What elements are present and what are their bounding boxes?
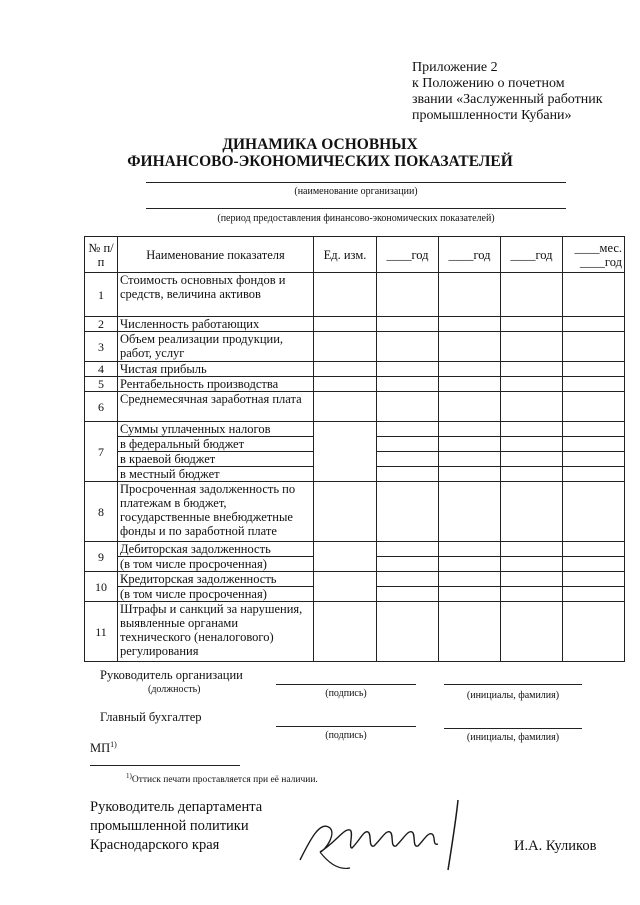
header-num: № п/п	[85, 237, 118, 273]
stamp-footnote-mark: 1)	[110, 740, 117, 749]
cell-value	[439, 467, 501, 482]
cell-value	[377, 542, 439, 557]
cell-value	[377, 482, 439, 542]
cell-value	[377, 437, 439, 452]
row-indicator: Объем реализации продукции, работ, услуг	[118, 332, 314, 362]
table-row	[85, 572, 625, 587]
position-caption: (должность)	[148, 684, 201, 695]
cell-value	[563, 602, 625, 662]
row-indicator: Кредиторская задолженность	[118, 572, 314, 587]
row-number: 11	[85, 602, 118, 662]
cell-value	[501, 557, 563, 572]
header-year-3: ____год	[501, 237, 563, 273]
period-line	[146, 208, 566, 209]
initials-line	[444, 728, 582, 729]
cell-value	[563, 587, 625, 602]
row-indicator: в краевой бюджет	[118, 452, 314, 467]
signature-line	[276, 684, 416, 685]
cell-unit	[314, 273, 377, 317]
handwritten-signature	[290, 790, 480, 875]
cell-value	[439, 557, 501, 572]
cell-value	[563, 557, 625, 572]
row-indicator: Среднемесячная заработная плата	[118, 392, 314, 422]
row-indicator: (в том числе просроченная)	[118, 587, 314, 602]
header-year-2: ____год	[439, 237, 501, 273]
cell-value	[501, 542, 563, 557]
department-line: Краснодарского края	[90, 837, 220, 853]
cell-value	[439, 542, 501, 557]
cell-value	[439, 422, 501, 437]
row-indicator: в федеральный бюджет	[118, 437, 314, 452]
stamp-label	[90, 740, 117, 756]
row-indicator: Численность работающих	[118, 317, 314, 332]
cell-value	[501, 572, 563, 587]
table-row	[85, 317, 625, 332]
cell-value	[439, 602, 501, 662]
cell-value	[501, 452, 563, 467]
table-row	[85, 542, 625, 557]
initials-caption: (инициалы, фамилия)	[466, 690, 560, 701]
cell-value	[563, 362, 625, 377]
cell-value	[439, 377, 501, 392]
footnote	[126, 772, 318, 785]
cell-value	[563, 452, 625, 467]
cell-unit	[314, 482, 377, 542]
signature-line	[276, 726, 416, 727]
footnote-text: Оттиск печати проставляется при её наличии.	[131, 775, 318, 786]
footnote-divider	[90, 765, 240, 766]
table-row	[85, 377, 625, 392]
table-row	[85, 482, 625, 542]
cell-value	[563, 542, 625, 557]
cell-value	[377, 332, 439, 362]
row-indicator: Стоимость основных фондов и средств, величина активов	[118, 273, 314, 317]
cell-value	[563, 392, 625, 422]
cell-unit	[314, 542, 377, 572]
cell-value	[439, 452, 501, 467]
cell-unit	[314, 362, 377, 377]
row-number: 5	[85, 377, 118, 392]
row-number: 7	[85, 422, 118, 482]
accountant-label: Главный бухгалтер	[100, 710, 202, 724]
cell-value	[563, 482, 625, 542]
cell-value	[501, 602, 563, 662]
row-number: 1	[85, 273, 118, 317]
appendix-line: звании «Заслуженный работник	[412, 92, 603, 107]
row-indicator: (в том числе просроченная)	[118, 557, 314, 572]
org-name-line	[146, 182, 566, 183]
cell-value	[501, 467, 563, 482]
row-number: 3	[85, 332, 118, 362]
cell-value	[501, 362, 563, 377]
table-row	[85, 273, 625, 317]
signature-caption: (подпись)	[325, 688, 367, 699]
cell-value	[377, 452, 439, 467]
org-name-caption: (наименование организации)	[294, 186, 418, 197]
cell-value	[377, 392, 439, 422]
table-row	[85, 332, 625, 362]
header-name: Наименование показателя	[118, 237, 314, 273]
header-unit: Ед. изм.	[314, 237, 377, 273]
department-line: Руководитель департамента	[90, 799, 263, 815]
cell-value	[377, 602, 439, 662]
title-line: ДИНАМИКА ОСНОВНЫХ	[222, 136, 418, 153]
title-line: ФИНАНСОВО-ЭКОНОМИЧЕСКИХ ПОКАЗАТЕЛЕЙ	[127, 153, 513, 170]
row-number: 2	[85, 317, 118, 332]
cell-value	[377, 377, 439, 392]
cell-unit	[314, 392, 377, 422]
cell-value	[563, 572, 625, 587]
cell-value	[377, 362, 439, 377]
row-indicator: Штрафы и санкций за нарушения, выявленные органами технического (неналогового) регулирования	[118, 602, 314, 662]
row-indicator: Дебиторская задолженность	[118, 542, 314, 557]
cell-value	[439, 572, 501, 587]
row-number: 8	[85, 482, 118, 542]
cell-value	[501, 422, 563, 437]
table-row	[85, 362, 625, 377]
row-indicator: Чистая прибыль	[118, 362, 314, 377]
cell-value	[563, 437, 625, 452]
row-indicator: в местный бюджет	[118, 467, 314, 482]
table-header-row	[85, 237, 625, 273]
stamp-text: МП	[90, 741, 111, 756]
row-number: 6	[85, 392, 118, 422]
cell-unit	[314, 572, 377, 602]
department-head-block	[90, 798, 262, 855]
head-label: Руководитель организации	[100, 668, 243, 682]
cell-value	[501, 437, 563, 452]
initials-line	[444, 684, 582, 685]
cell-value	[563, 273, 625, 317]
appendix-header	[412, 60, 603, 124]
cell-value	[439, 362, 501, 377]
cell-value	[439, 332, 501, 362]
footnote-mark: 1)	[126, 772, 132, 780]
cell-value	[563, 317, 625, 332]
signer-name: И.А. Куликов	[514, 838, 597, 854]
table-row	[85, 602, 625, 662]
cell-value	[439, 317, 501, 332]
cell-unit	[314, 332, 377, 362]
cell-value	[563, 422, 625, 437]
cell-value	[377, 557, 439, 572]
appendix-line: к Положению о почетном	[412, 76, 565, 91]
cell-value	[501, 273, 563, 317]
row-number: 10	[85, 572, 118, 602]
cell-value	[501, 392, 563, 422]
cell-value	[439, 273, 501, 317]
cell-value	[377, 572, 439, 587]
cell-value	[439, 482, 501, 542]
cell-value	[563, 377, 625, 392]
row-indicator: Суммы уплаченных налогов	[118, 422, 314, 437]
cell-value	[377, 273, 439, 317]
row-indicator: Рентабельность производства	[118, 377, 314, 392]
cell-value	[501, 317, 563, 332]
cell-value	[439, 392, 501, 422]
cell-unit	[314, 377, 377, 392]
document-title	[0, 136, 640, 170]
cell-unit	[314, 317, 377, 332]
signature-caption: (подпись)	[325, 730, 367, 741]
cell-value	[501, 332, 563, 362]
cell-value	[439, 437, 501, 452]
appendix-line: Приложение 2	[412, 60, 498, 75]
appendix-line: промышленности Кубани»	[412, 108, 572, 123]
row-indicator: Просроченная задолженность по платежам в бюджет, государственные внебюджетные фонды и по заработной плате	[118, 482, 314, 542]
table-row	[85, 422, 625, 437]
cell-value	[501, 587, 563, 602]
header-months	[563, 237, 625, 273]
period-caption: (период предоставления финансово-экономических показателей)	[217, 213, 495, 224]
cell-value	[501, 482, 563, 542]
department-line: промышленной политики	[90, 818, 249, 834]
table-row	[85, 392, 625, 422]
cell-value	[377, 467, 439, 482]
row-number: 9	[85, 542, 118, 572]
initials-caption: (инициалы, фамилия)	[466, 732, 560, 743]
cell-value	[377, 422, 439, 437]
cell-value	[563, 467, 625, 482]
indicators-table	[84, 236, 625, 662]
cell-value	[377, 317, 439, 332]
cell-unit	[314, 422, 377, 482]
header-months-top: ____мес.	[574, 240, 622, 255]
header-year-1: ____год	[377, 237, 439, 273]
cell-value	[439, 587, 501, 602]
row-number: 4	[85, 362, 118, 377]
cell-value	[563, 332, 625, 362]
cell-unit	[314, 602, 377, 662]
cell-value	[501, 377, 563, 392]
cell-value	[377, 587, 439, 602]
header-months-bottom: ____год	[579, 254, 622, 269]
